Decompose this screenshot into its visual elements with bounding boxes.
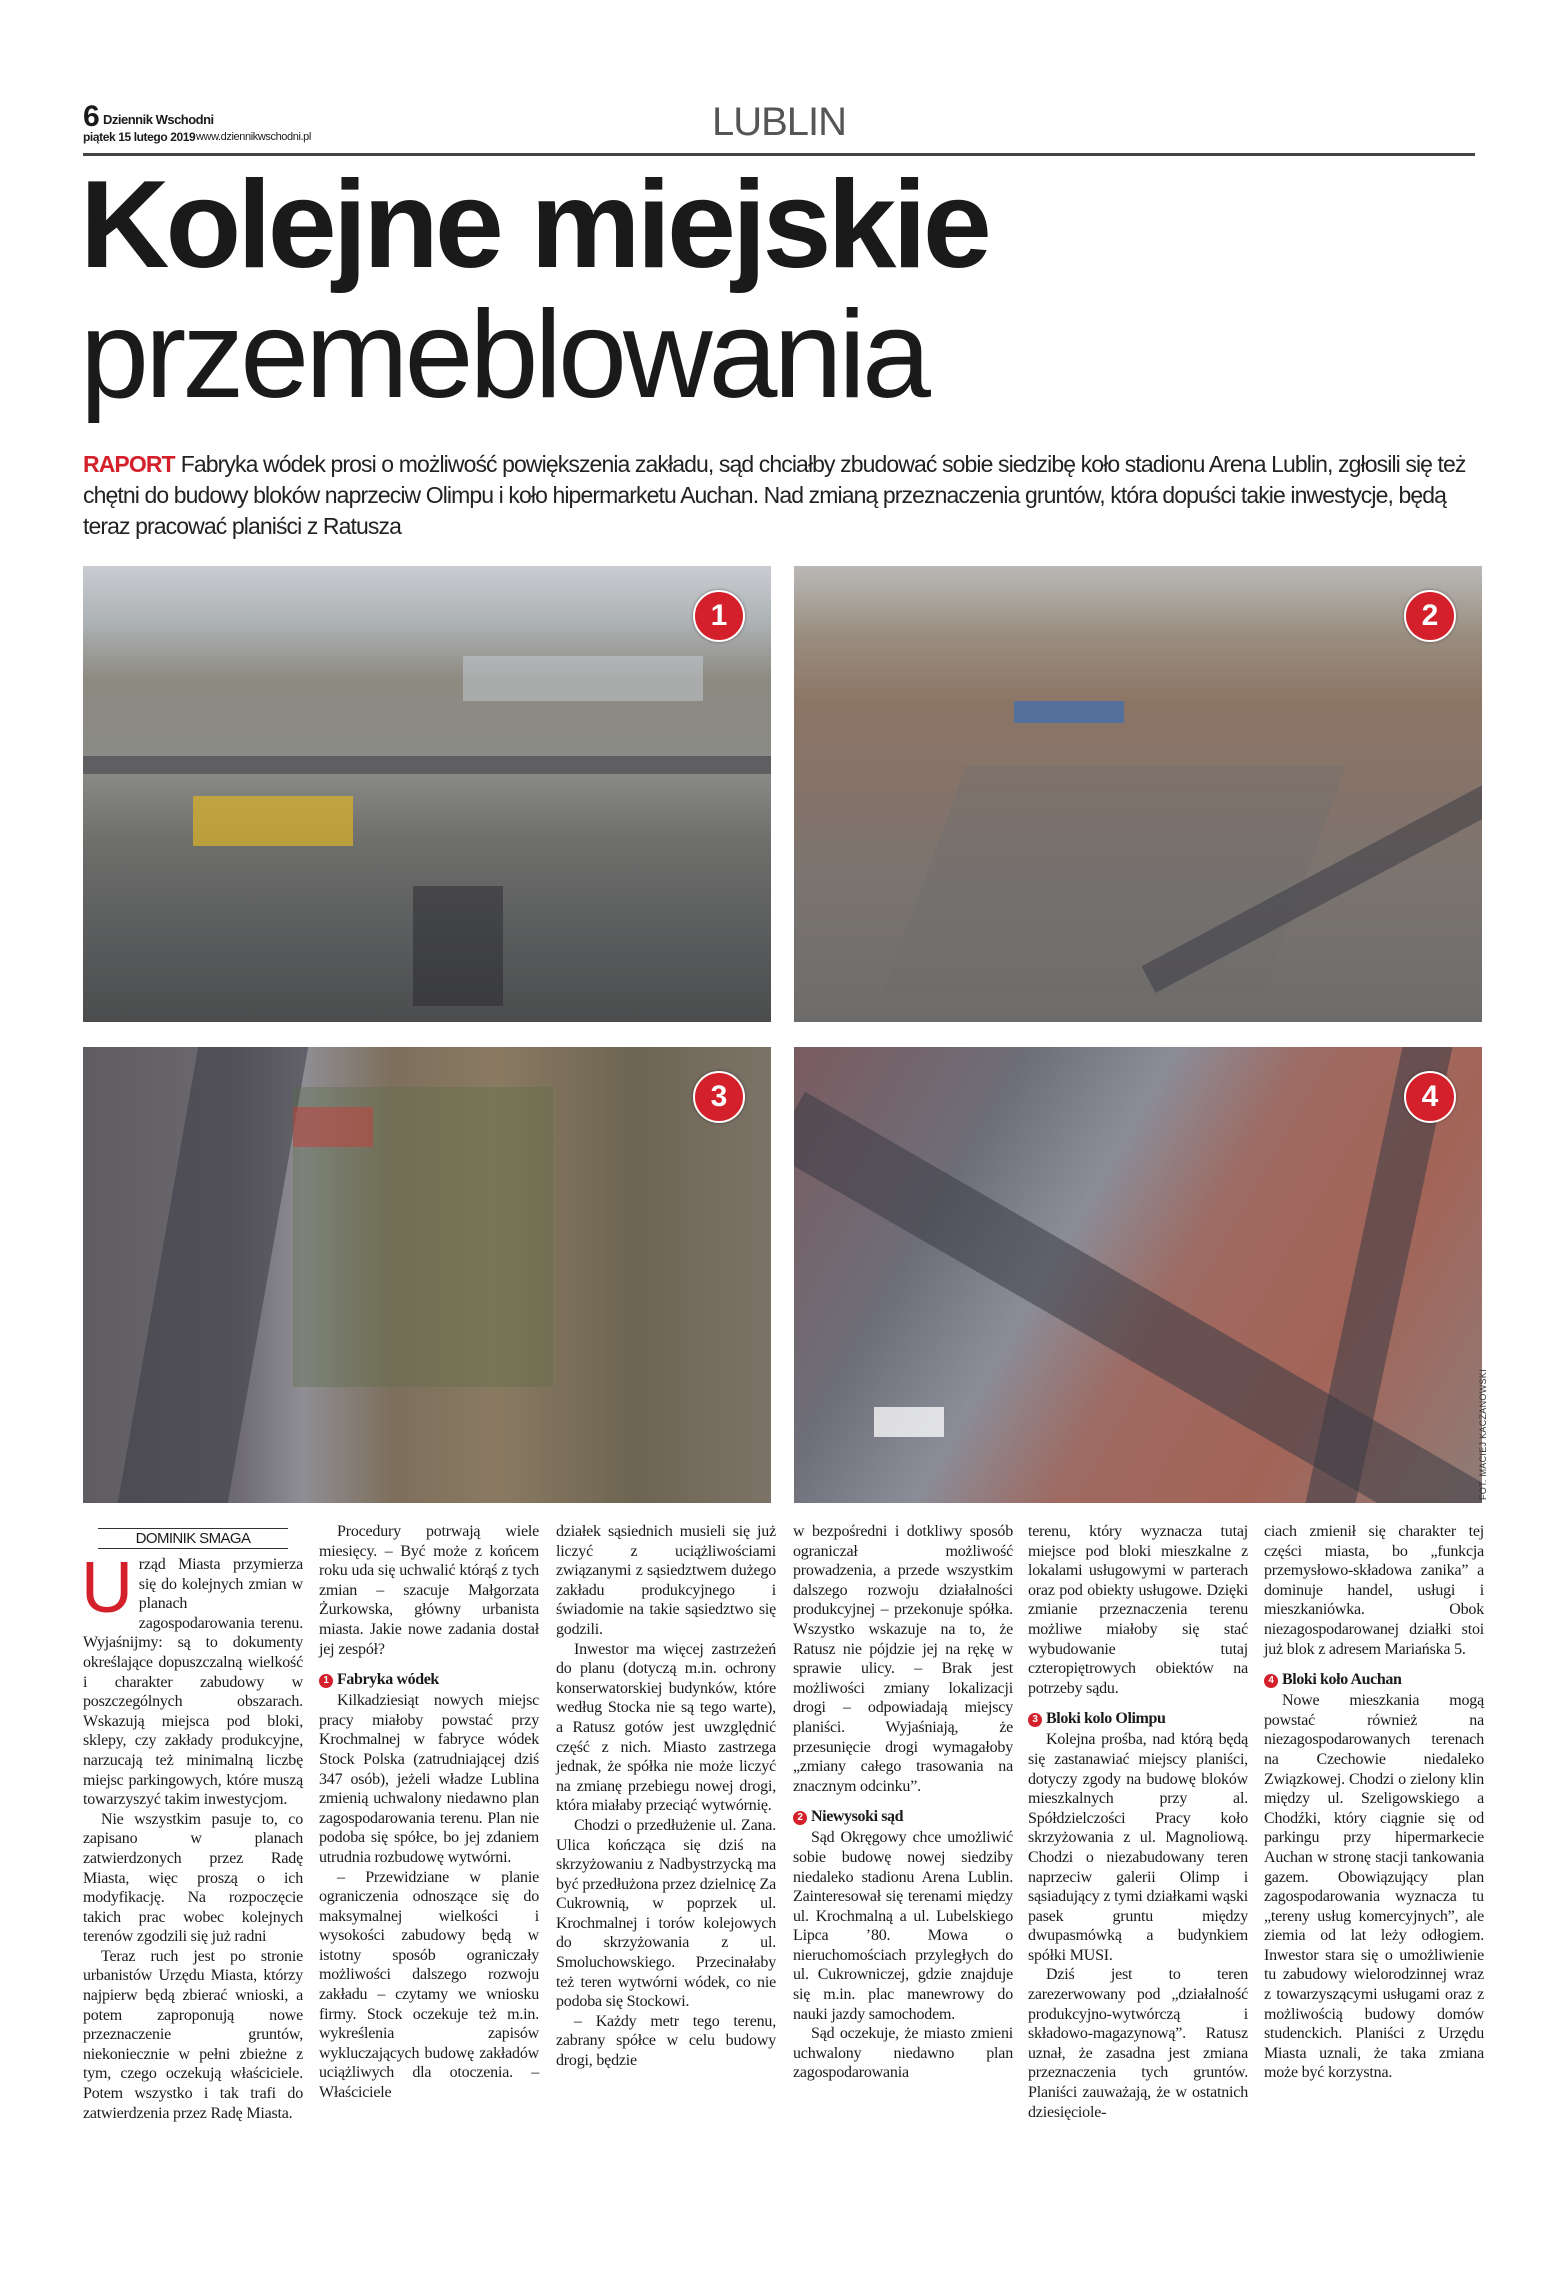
paragraph: Dziś jest to teren zarezerwowany pod „działalność produkcyjno-wytwórczą i składowo-magazynową”. Ratusz uznał, że zasadna jest zmiana przeznaczenia tych gruntów. Planiści zauważają, że w ostatnich dziesięciole- <box>1028 1966 1248 2121</box>
paragraph: w bezpośredni i dotkliwy sposób ograniczał możliwość prowadzenia, a przede wszystkim dalszego rozwoju działalności produkcyjnej – przekonuje spółka. Wszystko wskazuje na to, że Ratusz nie pójdzie jej na rękę w sprawie ulicy. – Brak jest możliwości zmiany lokalizacji drogi – odpowiadają miejscy planiści. Wyjaśniają, że przesunięcie drogi wymagałoby „zmiany całego trasowania na znacznym odcinku”. <box>793 1523 1013 1795</box>
subheading-court <box>793 1808 1013 1826</box>
paragraph: – Przewidziane w planie ograniczenia odnoszące się do maksymalnej wielkości i wysokości zabudowy będą w istotny sposób ograniczały możliwości dalszego rozwoju zakładu – czytamy we wniosku firmy. Stock oczekuje też m.in. wykreślenia zapisów wykluczających budowę zakładów uciążliwych dla otoczenia. – Właściciele <box>319 1868 539 2102</box>
paragraph: Chodzi o przedłużenie ul. Zana. Ulica kończąca się dziś na skrzyżowaniu z Nadbystrzycką ma być przedłużona przez dzielnicę Za Cukrownią, w poprzek ul. Krochmalnej i torów kolejowych do skrzyżowania z ul. Smoluchowskiego. Przecinałaby też teren wytwórni wódek, co nie podoba się Stockowi. <box>556 1816 776 2011</box>
subheading-text: Fabryka wódek <box>337 1671 439 1689</box>
paper-url[interactable]: www.dziennikwschodni.pl <box>196 131 311 143</box>
photo-number-badge: 4 <box>1404 1071 1456 1123</box>
byline: DOMINIK SMAGA <box>98 1528 288 1549</box>
number-badge-icon: 3 <box>1028 1713 1042 1727</box>
photo-court-site <box>794 566 1482 1022</box>
paragraph: ciach zmienił się charakter tej części miasta, bo „funkcja przemysłowo-składowa zanika” a dominuje handel, usługi i mieszkaniówka. Obok niezagospodarowanej działki stoi już blok z adresem Mariańska 5. <box>1264 1523 1484 1658</box>
lead-paragraph <box>83 449 1483 542</box>
paragraph: rząd Miasta przymierza się do kolejnych zmian w planach zagospodarowania terenu. Wyjaśnijmy: są to dokumenty określające dopuszczalną wielkość i charakter zabudowy w poszczególnych obszarach. Wskazują miejsca pod bloki, sklepy, czy zakłady produkcyjne, narzucają też minimalną liczbę miejsc parkingowych, które muszą towarzyszyć takim inwestycjom. <box>83 1556 303 1809</box>
photo-credit: FOT. MACIEJ KACZANOWSKI <box>1478 1369 1488 1500</box>
text-column-5 <box>1028 1522 1248 2122</box>
paragraph: Kilkadziesiąt nowych miejsc pracy miałoby powstać przy Krochmalnej w fabryce wódek Stock Polska (zatrudniającej dziś 347 osób), jeżeli władze Lublina zmienią uchwalony niedawno plan zagospodarowania terenu. Plan nie podoba się spółce, bo jej zdaniem utrudnia rozbudowę wytwórni. <box>319 1692 539 1866</box>
lead-text: Fabryka wódek prosi o możliwość powiększenia zakładu, sąd chciałby zbudować sobie siedzibę koło stadionu Arena Lublin, zgłosili się też chętni do budowy bloków naprzeciw Olimpu i koło hipermarketu Auchan. Nad zmianą przeznaczenia gruntów, która dopuści takie inwestycje, będą teraz pracować planiści z Ratusza <box>83 451 1466 539</box>
issue-date: piątek 15 lutego 2019 <box>83 130 196 144</box>
headline-line-2: przemeblowania <box>80 286 927 424</box>
subheading-text: Bloki kolo Olimpu <box>1046 1710 1166 1728</box>
paragraph: działek sąsiednich musieli się już liczyć z uciążliwościami związanymi z sąsiedztwem dużego zakładu produkcyjnego i świadomie na takie sąsiedztwo się godzili. <box>556 1523 776 1638</box>
photo-number-badge: 1 <box>693 590 745 642</box>
subheading-olimp <box>1028 1710 1248 1728</box>
photo-auchan-site <box>794 1047 1482 1503</box>
number-badge-icon: 4 <box>1264 1674 1278 1688</box>
paragraph: Nie wszystkim pasuje to, co zapisano w planach zatwierdzonych przez Radę Miasta, więc proszą o ich modyfikację. Na rozpoczęcie takich prac wobec kolejnych terenów zgodzili się już radni <box>83 1810 303 1946</box>
paragraph: terenu, który wyznacza tutaj miejsce pod bloki mieszkalne z lokalami usługowymi w parterach oraz pod obiekty usługowe. Dzięki zmianie przeznaczenia terenu możliwe miałoby się stać wybudowanie tutaj czteropiętrowych obiektów na potrzeby sądu. <box>1028 1523 1248 1697</box>
photo-vodka-factory <box>83 566 771 1022</box>
number-badge-icon: 2 <box>793 1811 807 1825</box>
text-column-3 <box>556 1522 776 2071</box>
paragraph: Sąd oczekuje, że miasto zmieni uchwalony niedawno plan zagospodarowania <box>793 2025 1013 2082</box>
paragraph: Nowe mieszkania mogą powstać również na niezagospodarowanych terenach na Czechowie niedaleko Związkowej. Chodzi o zielony klin między ul. Szeligowskiego a Chodźki, który ciągnie się od parkingu przy hipermarkecie Auchan w stronę stacji tankowania gazem. Obowiązujący plan zagospodarowania wyznacza tu „tereny usług komercyjnych”, ale ziemia od lat leży odłogiem. Inwestor stara się o umożliwienie tu zabudowy wielorodzinnej wraz z towarzyszącymi usługami oraz z możliwością budowy domów studenckich. Planiści z Urzędu Miasta uznali, że taka zmiana może być korzystna. <box>1264 1692 1484 2082</box>
text-column-6 <box>1264 1522 1484 2083</box>
paragraph: – Każdy metr tego terenu, zabrany spółce w celu budowy drogi, będzie <box>556 2012 776 2070</box>
text-column-2 <box>319 1522 539 2103</box>
paragraph: Inwestor ma więcej zastrzeżeń do planu (dotyczą m.in. ochrony konserwatorskiej budynków, które według Stocka nie są tego warte), a Ratusz gotów jest uwzględnić część z nich. Miasto zastrzega jednak, że spółka nie może liczyć na zmianę przebiegu nowej drogi, która miałaby przeciąć wytwórnię. <box>556 1640 776 1815</box>
paper-name: Dziennik Wschodni <box>103 112 214 127</box>
lead-kicker: RAPORT <box>83 451 175 477</box>
subheading-text: Bloki koło Auchan <box>1282 1671 1402 1689</box>
section-title: LUBLIN <box>711 100 847 144</box>
number-badge-icon: 1 <box>319 1674 333 1688</box>
photo-olimp-site <box>83 1047 771 1503</box>
paragraph: Teraz ruch jest po stronie urbanistów Urzędu Miasta, którzy najpierw będą zbierać wnioski, a potem zaproponują nowe przeznaczenie gruntów, niekoniecznie w pełni zbieżne z tym, czego oczekują właściciele. Potem wszystko i tak trafi do zatwierdzenia przez Radę Miasta. <box>83 1947 303 2122</box>
photo-number-badge: 3 <box>693 1071 745 1123</box>
subheading-vodka-factory <box>319 1671 539 1689</box>
subheading-auchan <box>1264 1671 1484 1689</box>
subheading-text: Niewysoki sąd <box>811 1808 904 1826</box>
paragraph: Sąd Okręgowy chce umożliwić sobie budowę nowej siedziby niedaleko stadionu Arena Lublin. Zainteresował się terenami między ul. Krochmalną a ul. Lubelskiego Lipca ’80. Mowa o nieruchomościach przyległych do ul. Cukrowniczej, gdzie znajduje się m.in. plac manewrowy do nauki jazdy samochodem. <box>793 1829 1013 2023</box>
paragraph: Kolejna prośba, nad którą będą się zastanawiać miejscy planiści, dotyczy zgody na budowę bloków mieszkalnych przy al. Spółdzielczości Pracy koło skrzyżowania z ul. Magnoliową. Chodzi o niezabudowany teren naprzeciw galerii Olimp i sąsiadujący z tymi działkami wąski pasek gruntu między dwupasmówką a budynkiem spółki MUSI. <box>1028 1731 1248 1964</box>
text-column-4 <box>793 1522 1013 2083</box>
paragraph: Procedury potrwają wiele miesięcy. – Być może z końcem roku uda się uchwalić którąś z tych zmian – szacuje Małgorzata Żurkowska, główny urbanista miasta. Jakie nowe zadania dostał jej zespół? <box>319 1523 539 1658</box>
drop-cap: U <box>81 1548 133 1628</box>
page-number: 6 <box>83 100 100 133</box>
text-column-1 <box>83 1522 303 2123</box>
photo-number-badge: 2 <box>1404 590 1456 642</box>
headline-line-1: Kolejne miejskie <box>80 156 988 294</box>
